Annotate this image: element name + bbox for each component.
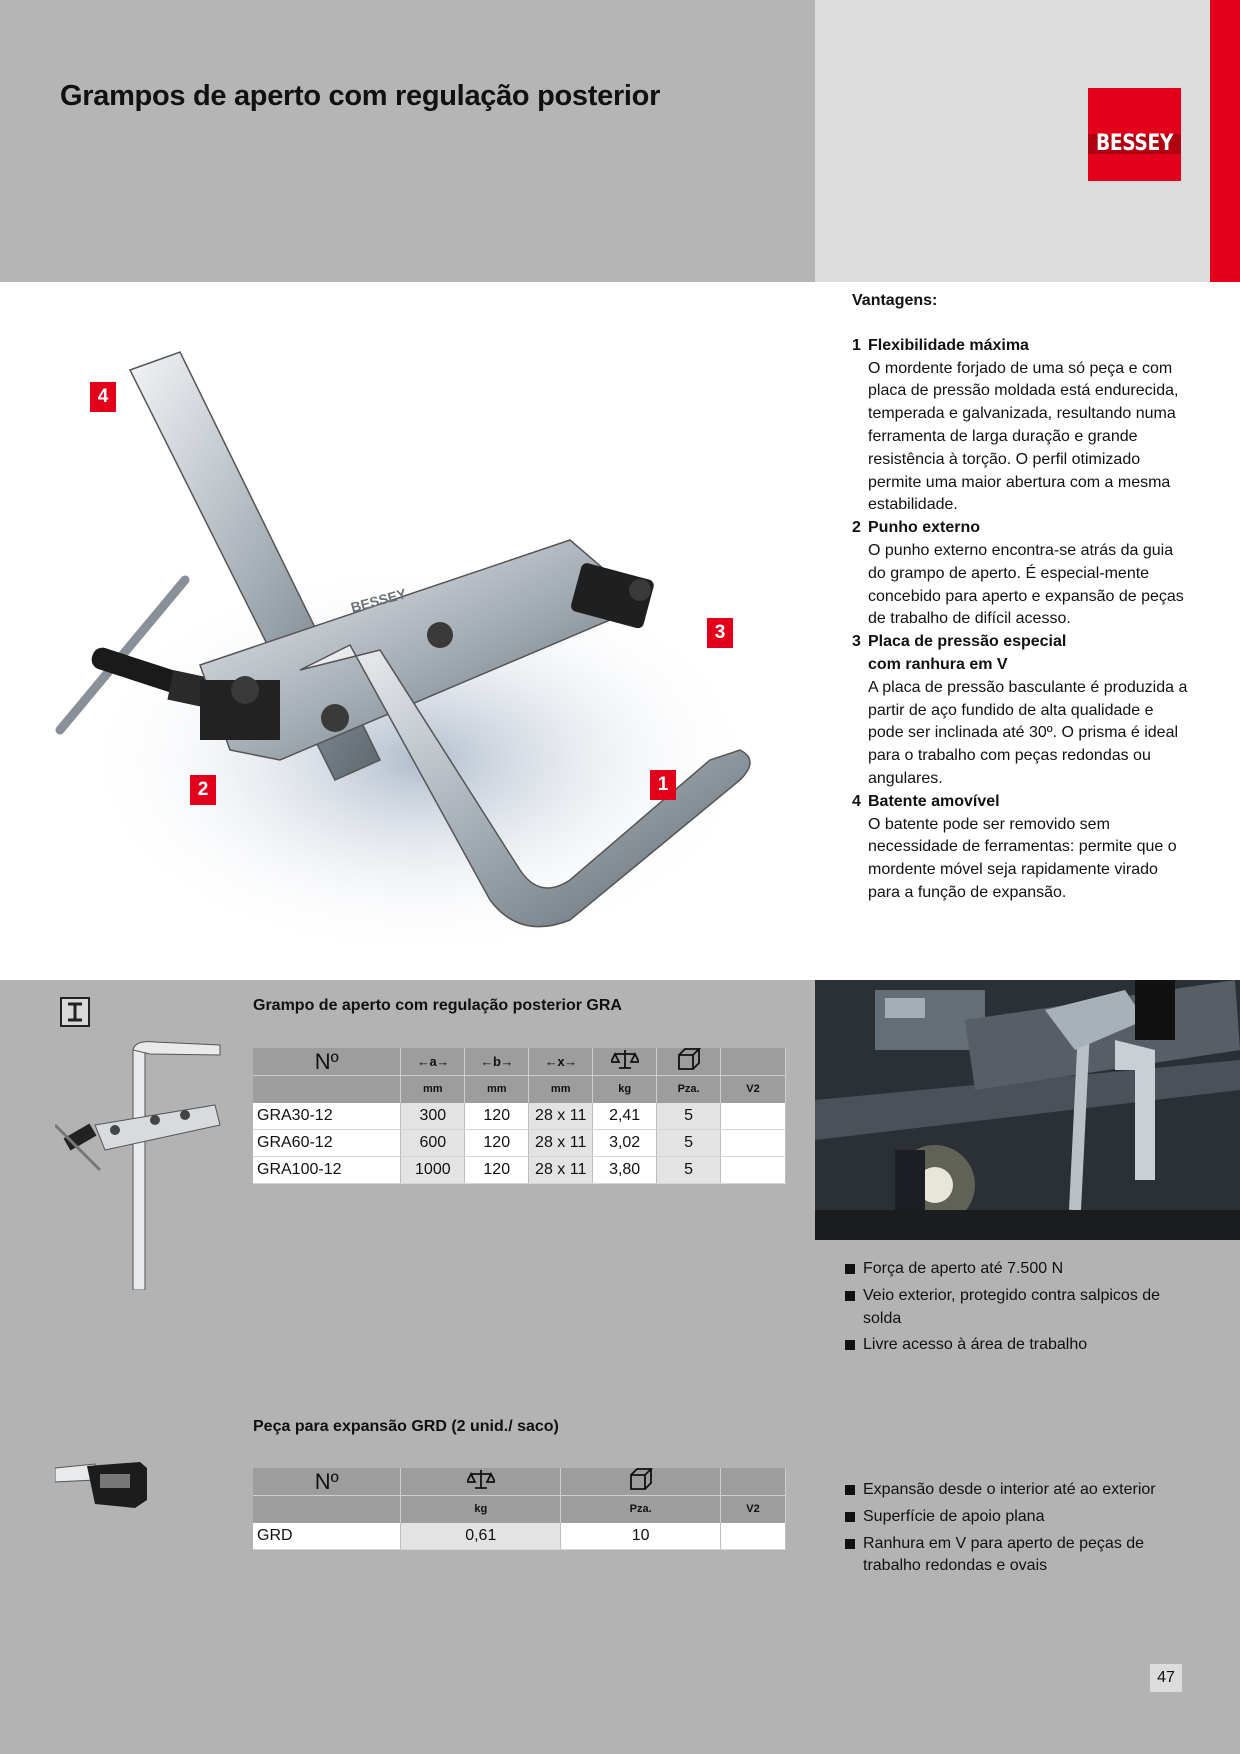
cell-b: 120 — [465, 1157, 529, 1184]
cell-b: 120 — [465, 1103, 529, 1130]
cell-x: 28 x 11 — [529, 1103, 593, 1130]
bullet-square-icon — [845, 1264, 855, 1274]
cell-weight: 3,80 — [593, 1157, 657, 1184]
marker-3: 3 — [707, 618, 733, 648]
cell-v2 — [721, 1157, 786, 1184]
gra-clamp-drawing — [55, 1040, 235, 1290]
advantage-item-1 — [852, 335, 1192, 517]
marker-2: 2 — [190, 775, 216, 805]
feature-item: Expansão desde o interior até ao exterior — [845, 1479, 1185, 1502]
cell-v2 — [721, 1103, 786, 1130]
gra-unit-row — [253, 1076, 786, 1103]
header-band — [0, 0, 815, 282]
unit: kg — [401, 1496, 561, 1523]
grd-section-title: Peça para expansão GRD (2 unid./ saco) — [253, 1418, 559, 1435]
cell-article: GRD — [253, 1523, 401, 1550]
unit: mm — [401, 1076, 465, 1103]
header-weight — [593, 1048, 657, 1076]
header-pieces — [561, 1468, 721, 1496]
feature-item: Livre acesso à área de trabalho — [845, 1334, 1185, 1357]
feature-item: Superfície de apoio plana — [845, 1506, 1185, 1529]
screw-4 — [321, 704, 349, 732]
grd-table — [253, 1468, 786, 1550]
unit: mm — [465, 1076, 529, 1103]
cell-pieces: 10 — [561, 1523, 721, 1550]
cell-v2 — [721, 1130, 786, 1157]
cell-article: GRA30-12 — [253, 1103, 401, 1130]
table-row — [253, 1103, 786, 1130]
cell-x: 28 x 11 — [529, 1157, 593, 1184]
workshop-scene — [815, 980, 1240, 1240]
grd-features — [845, 1479, 1185, 1582]
advantage-item-3 — [852, 631, 1192, 791]
gra-header-row — [253, 1048, 786, 1076]
advantage-item-2 — [852, 517, 1192, 631]
cell-weight: 2,41 — [593, 1103, 657, 1130]
header-x: ←x→ — [529, 1048, 593, 1076]
bullet-square-icon — [845, 1340, 855, 1350]
advantage-text: O mordente forjado de uma só peça e com placa de pressão moldada está endurecida, temperada e galvanizada, resultando numa ferramenta de larga duração e grande resistência à torção. O perfil otimizado permite uma maior abertura com a mesma estabilidade. — [868, 359, 1179, 514]
clamp-illustration — [50, 340, 790, 980]
advantage-title-line2: com ranhura em V — [868, 655, 1008, 673]
cell-article: GRA60-12 — [253, 1130, 401, 1157]
engraved-logo: BESSEY — [348, 585, 408, 616]
header-weight — [401, 1468, 561, 1496]
advantages-title: Vantagens: — [852, 292, 938, 309]
spec-icon — [60, 997, 90, 1027]
scale-icon — [611, 1048, 639, 1070]
gra-table — [253, 1048, 786, 1184]
marker-4: 4 — [90, 382, 116, 412]
bullet-square-icon — [845, 1291, 855, 1301]
screw-1 — [231, 676, 259, 704]
unit — [253, 1496, 401, 1523]
cell-pieces: 5 — [657, 1130, 721, 1157]
logo-text: BESSEY — [1096, 131, 1173, 156]
table-row — [253, 1523, 786, 1550]
header-v2 — [721, 1468, 786, 1496]
bullet-square-icon — [845, 1512, 855, 1522]
cell-weight: 0,61 — [401, 1523, 561, 1550]
page-number: 47 — [1150, 1664, 1182, 1692]
header-no: Nº — [253, 1048, 401, 1076]
cell-weight: 3,02 — [593, 1130, 657, 1157]
cell-a: 300 — [401, 1103, 465, 1130]
cell-v2 — [721, 1523, 786, 1550]
cell-article: GRA100-12 — [253, 1157, 401, 1184]
advantage-text: O punho externo encontra-se atrás da guia do grampo de aperto. É especial-mente concebido para aperto e expansão de peças de trabalho de difícil acesso. — [868, 541, 1184, 628]
scale-icon — [467, 1468, 495, 1490]
unit: Pza. — [657, 1076, 721, 1103]
unit — [253, 1076, 401, 1103]
advantage-text: A placa de pressão basculante é produzida a partir de aço fundido de alta qualidade e pode ser inclinada até 30º. O prisma é ideal para o trabalho com peças redondas ou angulares. — [868, 678, 1188, 787]
advantage-num: 4 — [852, 792, 861, 810]
gra-features — [845, 1258, 1185, 1361]
bessey-logo — [1088, 88, 1181, 181]
advantages-section — [852, 290, 1192, 905]
header-a: ←a→ — [401, 1048, 465, 1076]
feature-item: Força de aperto até 7.500 N — [845, 1258, 1185, 1281]
advantage-num: 3 — [852, 633, 861, 651]
cell-pieces: 5 — [657, 1157, 721, 1184]
unit: kg — [593, 1076, 657, 1103]
cell-a: 1000 — [401, 1157, 465, 1184]
bullet-square-icon — [845, 1485, 855, 1495]
marker-1: 1 — [650, 770, 676, 800]
unit: V2 — [721, 1076, 786, 1103]
bullet-square-icon — [845, 1539, 855, 1549]
feature-item: Veio exterior, protegido contra salpicos de solda — [845, 1285, 1185, 1331]
box-icon — [629, 1468, 653, 1490]
box-icon — [677, 1048, 701, 1070]
cell-b: 120 — [465, 1130, 529, 1157]
grd-part-drawing — [55, 1460, 155, 1512]
table-row — [253, 1130, 786, 1157]
header-b: ←b→ — [465, 1048, 529, 1076]
feature-item: Ranhura em V para aperto de peças de trabalho redondas e ovais — [845, 1533, 1185, 1579]
grd-header-row — [253, 1468, 786, 1496]
unit: Pza. — [561, 1496, 721, 1523]
gra-section-title: Grampo de aperto com regulação posterior GRA — [253, 997, 622, 1014]
cell-x: 28 x 11 — [529, 1130, 593, 1157]
advantage-item-4 — [852, 791, 1192, 905]
i-beam-icon — [62, 999, 88, 1025]
cell-pieces: 5 — [657, 1103, 721, 1130]
advantage-title: Batente amovível — [868, 792, 1000, 810]
advantage-num: 1 — [852, 336, 861, 354]
header-v2 — [721, 1048, 786, 1076]
brand-edge-bar — [1210, 0, 1240, 282]
advantage-text: O batente pode ser removido sem necessidade de ferramentas: permite que o mordente móvel seja rapidamente virado para a função de expansão. — [868, 815, 1177, 901]
unit: V2 — [721, 1496, 786, 1523]
advantage-num: 2 — [852, 519, 861, 537]
unit: mm — [529, 1076, 593, 1103]
table-row — [253, 1157, 786, 1184]
advantage-title: Flexibilidade máxima — [868, 336, 1029, 354]
screw-2 — [427, 622, 453, 648]
grd-unit-row — [253, 1496, 786, 1523]
advantage-title: Placa de pressão especial — [868, 633, 1067, 651]
cell-a: 600 — [401, 1130, 465, 1157]
page-title: Grampos de aperto com regulação posterior — [60, 80, 661, 112]
advantage-title: Punho externo — [868, 519, 981, 537]
workshop-photo — [815, 980, 1240, 1240]
screw-3 — [629, 579, 651, 601]
hero-clamp-image — [50, 340, 790, 980]
header-no: Nº — [253, 1468, 401, 1496]
header-pieces — [657, 1048, 721, 1076]
